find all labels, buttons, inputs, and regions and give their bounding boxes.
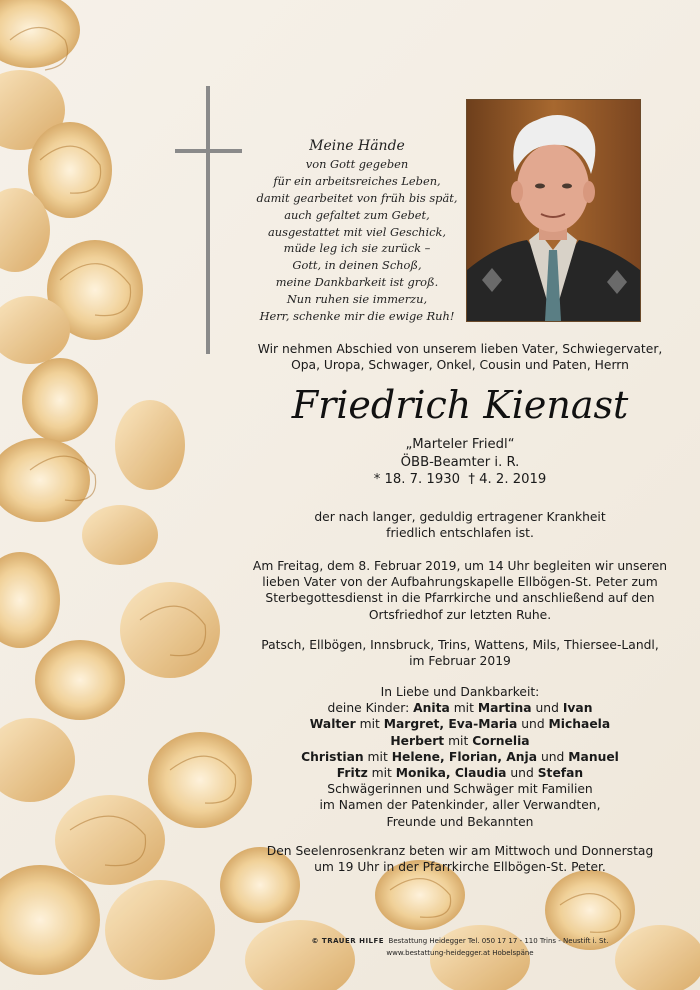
family-name: Stefan	[537, 766, 584, 781]
brand-logo: © TRAUER HILFE	[311, 937, 385, 945]
family-name: Anita	[413, 701, 450, 716]
intro-line: Opa, Uropa, Schwager, Onkel, Cousin und Paten, Herrn	[291, 358, 629, 373]
occupation: ÖBB-Beamter i. R.	[400, 454, 520, 470]
footer-line	[280, 935, 640, 947]
death-note-line: friedlich entschlafen ist.	[386, 526, 534, 541]
family-intro: In Liebe und Dankbarkeit:	[380, 685, 540, 699]
funeral-line: Am Freitag, dem 8. Februar 2019, um 14 Uhr begleiten wir unseren	[252, 559, 668, 573]
family-text: mit	[449, 701, 478, 716]
family-text: mit	[367, 766, 396, 781]
family-text: und	[537, 749, 569, 764]
poem-line: auch gefaltet zum Gebet,	[284, 207, 430, 222]
family-row	[240, 749, 680, 765]
rosary-line: um 19 Uhr in der Pfarrkirche Ellbögen-St. Peter.	[314, 860, 606, 875]
poem-title: Meine Hände	[309, 138, 405, 154]
funeral-info	[240, 558, 680, 623]
family-row	[240, 733, 680, 749]
family-name: Margret, Eva-Maria	[383, 717, 518, 732]
death-note-line: der nach langer, geduldig ertragener Krankheit	[314, 510, 606, 524]
poem-line: ausgestattet mit viel Geschick,	[268, 224, 446, 239]
family-tail-line: Schwägerinnen und Schwäger mit Familien	[327, 782, 593, 797]
funeral-line: Sterbegottesdienst in die Pfarrkirche und anschließend auf den	[265, 591, 655, 606]
footer-website: www.bestattung-heidegger.at Hobelspäne	[386, 949, 534, 957]
family-name: Ivan	[562, 701, 593, 716]
poem-line: meine Dankbarkeit ist groß.	[275, 275, 439, 290]
rosary-line: Den Seelenrosenkranz beten wir am Mittwoch und Donnerstag	[266, 844, 654, 858]
family-text: und	[506, 766, 538, 781]
nickname: „Marteler Friedl“	[405, 437, 515, 452]
cross-icon	[206, 86, 210, 354]
family-text: deine Kinder:	[327, 701, 414, 716]
poem-line: damit gearbeitet von früh bis spät,	[256, 190, 458, 205]
family-tail-line: Freunde und Bekannten	[386, 814, 534, 829]
family-text: und	[531, 701, 563, 716]
family-text: mit	[363, 749, 392, 764]
family-text: mit	[444, 733, 473, 748]
places-line: im Februar 2019	[409, 654, 511, 669]
family-name: Christian	[301, 749, 364, 764]
poem	[252, 138, 462, 325]
funeral-line: lieben Vater von der Aufbahrungskapelle Ellbögen-St. Peter zum	[262, 575, 658, 590]
life-dates: * 18. 7. 1930 † 4. 2. 2019	[373, 472, 547, 488]
family-name: Herbert	[390, 733, 445, 748]
family-name: Cornelia	[472, 733, 530, 748]
family-row	[240, 716, 680, 732]
intro-line: Wir nehmen Abschied von unserem lieben Vater, Schwiegervater,	[257, 342, 663, 356]
poem-line: müde leg ich sie zurück –	[283, 241, 431, 256]
poem-line: von Gott gegeben	[305, 156, 409, 171]
intro-text	[240, 341, 680, 373]
funeral-line: Ortsfriedhof zur letzten Ruhe.	[368, 607, 552, 622]
cross-icon-bar	[175, 149, 242, 153]
family-name: Helene, Florian, Anja	[391, 749, 538, 764]
family-tail-line: im Namen der Patenkinder, aller Verwandten,	[319, 798, 601, 813]
family-name: Michaela	[548, 717, 611, 732]
family-name: Walter	[309, 717, 356, 732]
family-row	[240, 765, 680, 781]
family-name: Martina	[477, 701, 532, 716]
deceased-details	[240, 436, 680, 489]
places-line: Patsch, Ellbögen, Innsbruck, Trins, Wattens, Mils, Thiersee-Landl,	[261, 638, 659, 652]
family-list	[240, 684, 680, 830]
rosary-info	[240, 843, 680, 875]
footer-contact: Bestattung Heidegger Tel. 050 17 17 - 110 Trins - Neustift i. St.	[388, 937, 609, 945]
places	[240, 637, 680, 669]
portrait-photo	[466, 99, 641, 322]
deceased-name: Friedrich Kienast	[291, 383, 629, 427]
poem-line: Herr, schenke mir die ewige Ruh!	[259, 309, 455, 324]
poem-line: Nun ruhen sie immerzu,	[286, 292, 428, 307]
poem-line: Gott, in deinen Schoß,	[292, 258, 422, 273]
family-name: Monika, Claudia	[395, 766, 507, 781]
poem-line: für ein arbeitsreiches Leben,	[273, 173, 441, 188]
family-text: mit	[355, 717, 384, 732]
family-name: Fritz	[336, 766, 368, 781]
family-text: und	[517, 717, 549, 732]
footer	[280, 935, 640, 959]
family-name: Manuel	[568, 749, 619, 764]
death-note	[240, 509, 680, 541]
family-row	[240, 700, 680, 716]
